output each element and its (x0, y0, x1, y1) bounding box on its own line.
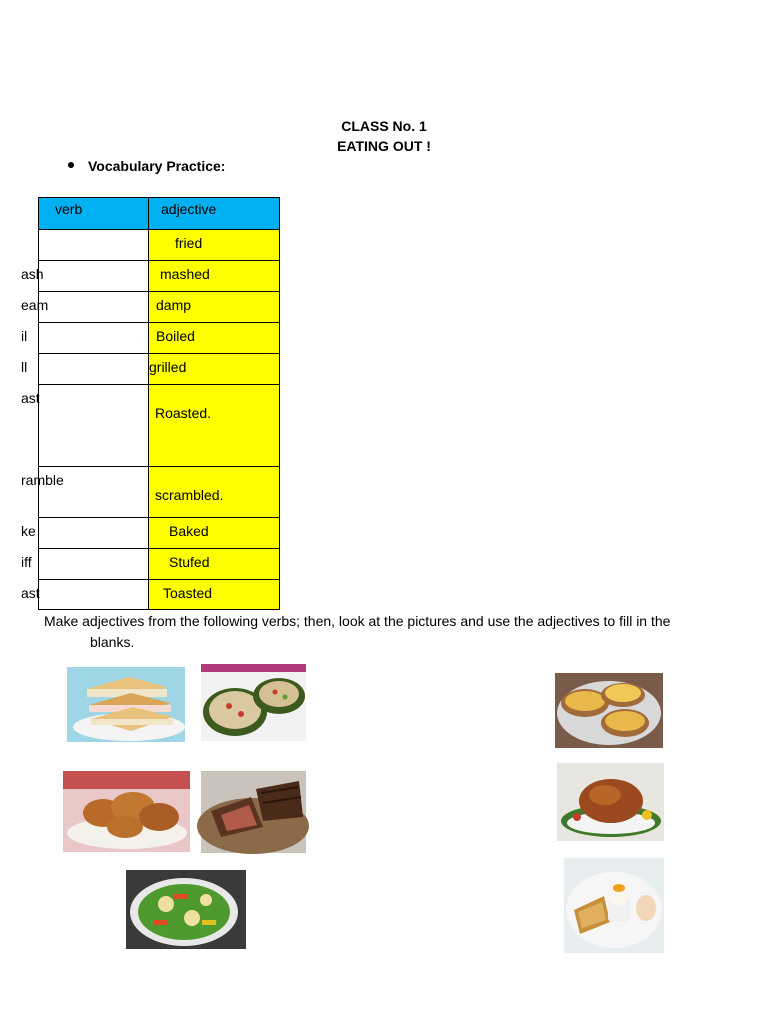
table-row (39, 518, 280, 549)
baked-potatoes-photo (555, 673, 663, 748)
verb-cell: il (39, 323, 149, 354)
vocabulary-heading: Vocabulary Practice: (88, 158, 226, 174)
toasted-sandwich-photo (67, 667, 185, 742)
adjective-cell: Baked (149, 518, 280, 549)
table-row (39, 323, 280, 354)
table-header-row (39, 198, 280, 230)
verb-cell: ash (39, 261, 149, 292)
bullet-dot-icon (68, 162, 74, 168)
verb-cell (39, 230, 149, 261)
class-number-title: CLASS No. 1 (341, 118, 427, 134)
table-row (39, 385, 280, 467)
adjective-cell: scrambled. (149, 467, 280, 518)
boiled-egg-toast-photo (564, 858, 664, 953)
grilled-steak-photo (201, 771, 306, 853)
instructions-line-2: blanks. (90, 634, 135, 650)
adjective-cell: Roasted. (149, 385, 280, 467)
adjective-cell: Boiled (149, 323, 280, 354)
table-row (39, 580, 280, 610)
verb-cell: eam (39, 292, 149, 323)
adjective-cell: Stufed (149, 549, 280, 580)
verb-cell: ast (39, 385, 149, 467)
roasted-chicken-photo (557, 763, 664, 841)
instructions-line-1: Make adjectives from the following verbs; then, look at the pictures and use the adjectives to fill in the (44, 613, 671, 629)
adjective-cell: grilled (149, 354, 280, 385)
verb-cell: ll (39, 354, 149, 385)
verb-cell: iff (39, 549, 149, 580)
vocabulary-bullet (68, 158, 225, 174)
fried-chicken-photo (63, 771, 190, 852)
adjective-cell: mashed (149, 261, 280, 292)
table-row (39, 292, 280, 323)
table-row (39, 467, 280, 518)
table-row (39, 354, 280, 385)
adjective-cell: damp (149, 292, 280, 323)
stuffed-avocado-photo (201, 664, 306, 741)
table-row (39, 230, 280, 261)
table-row (39, 261, 280, 292)
lesson-topic-title: EATING OUT ! (337, 138, 431, 154)
verb-cell: ramble (39, 467, 149, 518)
instructions-text (44, 611, 744, 653)
verb-column-header: verb (39, 198, 149, 230)
verb-cell: ke (39, 518, 149, 549)
boiled-vegetables-photo (126, 870, 246, 949)
adjective-cell: Toasted (149, 580, 280, 610)
adjective-column-header: adjective (149, 198, 280, 230)
vocabulary-table (21, 197, 280, 610)
verb-cell: ast (39, 580, 149, 610)
adjective-cell: fried (149, 230, 280, 261)
table-row (39, 549, 280, 580)
